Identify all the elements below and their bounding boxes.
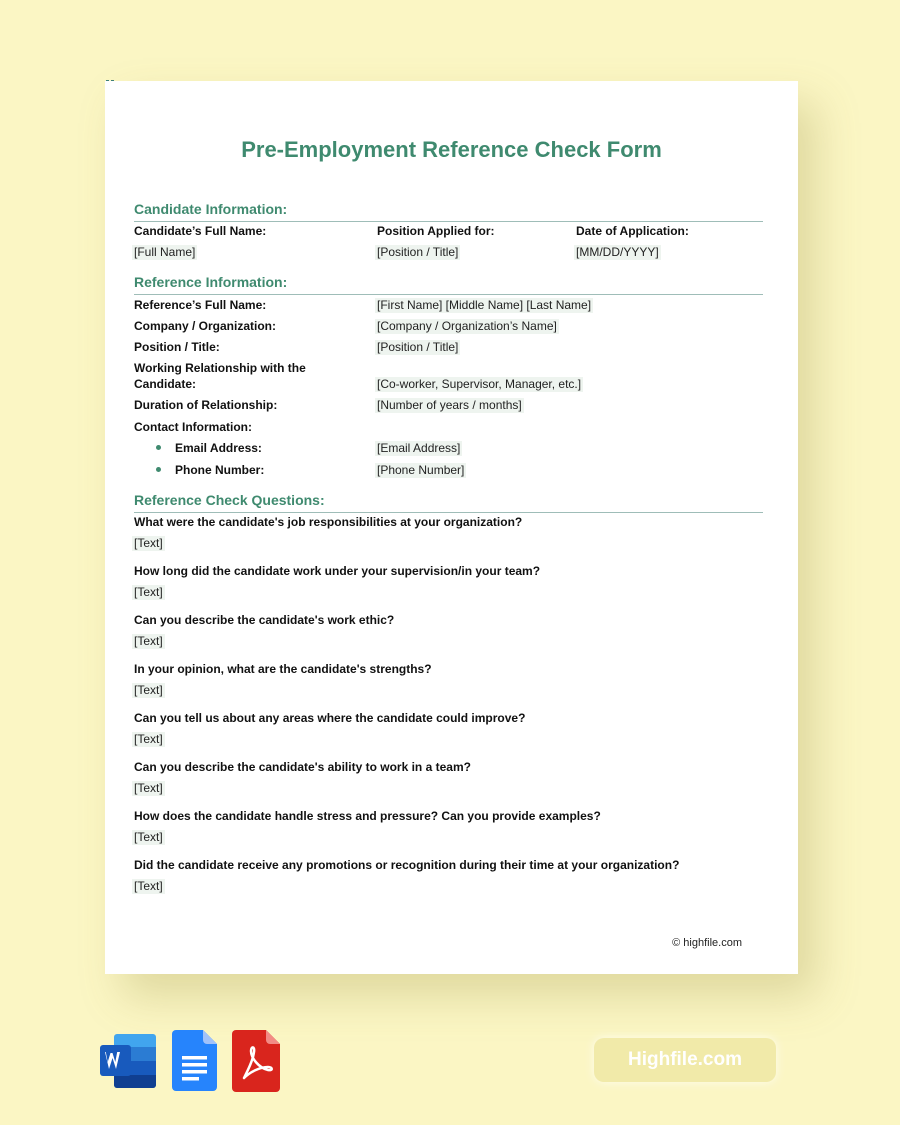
question-4: In your opinion, what are the candidate's strengths? xyxy=(134,662,432,676)
highfile-brand-button[interactable]: Highfile.com xyxy=(594,1038,776,1082)
duration-field[interactable]: [Number of years / months] xyxy=(377,398,522,412)
question-8: Did the candidate receive any promotions or recognition during their time at your organization? xyxy=(134,858,680,872)
phone-field[interactable]: [Phone Number] xyxy=(377,463,465,477)
reference-section-heading: Reference Information: xyxy=(134,274,763,295)
answer-4-field[interactable]: [Text] xyxy=(134,683,163,697)
reference-position-label: Position / Title: xyxy=(134,340,220,354)
email-label: Email Address: xyxy=(175,441,262,455)
phone-label: Phone Number: xyxy=(175,463,265,477)
question-5: Can you tell us about any areas where the candidate could improve? xyxy=(134,711,526,725)
question-3: Can you describe the candidate's work ethic? xyxy=(134,613,395,627)
position-applied-field[interactable]: [Position / Title] xyxy=(377,245,459,259)
reference-position-field[interactable]: [Position / Title] xyxy=(377,340,459,354)
reference-name-label: Reference’s Full Name: xyxy=(134,298,267,312)
position-applied-label: Position Applied for: xyxy=(377,224,495,238)
question-1: What were the candidate's job responsibilities at your organization? xyxy=(134,515,523,529)
answer-1-field[interactable]: [Text] xyxy=(134,536,163,550)
candidate-name-label: Candidate’s Full Name: xyxy=(134,224,267,238)
questions-section-heading: Reference Check Questions: xyxy=(134,492,763,513)
working-relationship-field[interactable]: [Co-worker, Supervisor, Manager, etc.] xyxy=(377,377,582,391)
working-relationship-label-line2: Candidate: xyxy=(134,377,197,391)
bullet-icon xyxy=(156,467,161,472)
question-6: Can you describe the candidate's ability to work in a team? xyxy=(134,760,471,774)
duration-label: Duration of Relationship: xyxy=(134,398,278,412)
pdf-icon[interactable] xyxy=(232,1030,280,1092)
word-icon[interactable] xyxy=(100,1030,158,1090)
reference-name-field[interactable]: [First Name] [Middle Name] [Last Name] xyxy=(377,298,592,312)
candidate-name-field[interactable]: [Full Name] xyxy=(134,245,196,259)
google-docs-icon[interactable] xyxy=(172,1030,217,1091)
company-label: Company / Organization: xyxy=(134,319,277,333)
answer-5-field[interactable]: [Text] xyxy=(134,732,163,746)
answer-7-field[interactable]: [Text] xyxy=(134,830,163,844)
bullet-icon xyxy=(156,445,161,450)
answer-2-field[interactable]: [Text] xyxy=(134,585,163,599)
contact-info-label: Contact Information: xyxy=(134,420,252,434)
document-sheet xyxy=(105,81,798,974)
answer-8-field[interactable]: [Text] xyxy=(134,879,163,893)
application-date-field[interactable]: [MM/DD/YYYY] xyxy=(576,245,659,259)
document-title: Pre-Employment Reference Check Form xyxy=(241,137,662,162)
copyright-notice: © highfile.com xyxy=(672,937,742,949)
question-2: How long did the candidate work under your supervision/in your team? xyxy=(134,564,541,578)
answer-3-field[interactable]: [Text] xyxy=(134,634,163,648)
email-field[interactable]: [Email Address] xyxy=(377,441,461,455)
candidate-section-heading: Candidate Information: xyxy=(134,201,763,222)
answer-6-field[interactable]: [Text] xyxy=(134,781,163,795)
question-7: How does the candidate handle stress and pressure? Can you provide examples? xyxy=(134,809,601,823)
working-relationship-label-line1: Working Relationship with the xyxy=(134,361,306,375)
company-field[interactable]: [Company / Organization’s Name] xyxy=(377,319,557,333)
application-date-label: Date of Application: xyxy=(576,224,689,238)
